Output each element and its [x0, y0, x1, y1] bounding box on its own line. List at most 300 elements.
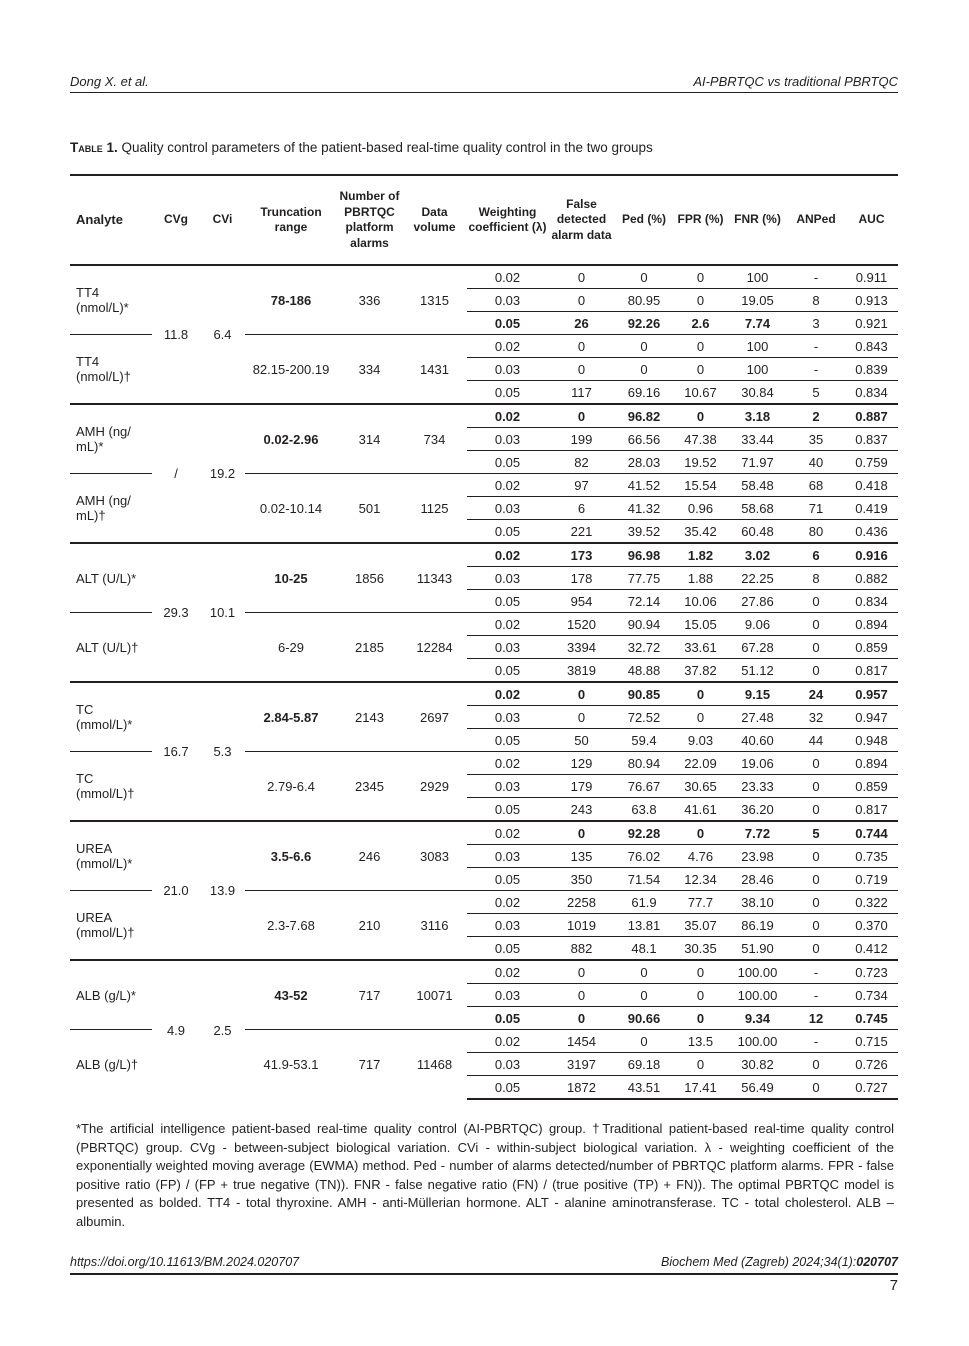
auc-cell: 0.370 — [845, 914, 898, 937]
anped-cell: 0 — [787, 752, 845, 775]
anped-cell: 5 — [787, 381, 845, 405]
fnr-cell: 19.06 — [728, 752, 787, 775]
lambda-cell: 0.02 — [467, 404, 548, 428]
fnr-cell: 56.49 — [728, 1076, 787, 1100]
column-header: AUC — [845, 175, 898, 265]
column-header: Truncation range — [245, 175, 337, 265]
column-header: ANPed — [787, 175, 845, 265]
fnr-cell: 7.74 — [728, 312, 787, 335]
false-alarm-cell: 0 — [548, 358, 615, 381]
anped-cell: - — [787, 335, 845, 358]
fpr-cell: 47.38 — [673, 428, 728, 451]
anped-cell: 0 — [787, 775, 845, 798]
table-caption — [70, 140, 653, 155]
alarms-cell: 246 — [337, 821, 402, 891]
ped-cell: 48.88 — [615, 659, 673, 683]
anped-cell: 0 — [787, 891, 845, 914]
false-alarm-cell: 0 — [548, 1007, 615, 1030]
page-number: 7 — [889, 1277, 898, 1294]
lambda-cell: 0.02 — [467, 543, 548, 567]
truncation-range-cell: 6-29 — [245, 613, 337, 683]
qc-parameters-table — [70, 174, 898, 1100]
fpr-cell: 37.82 — [673, 659, 728, 683]
analyte-cell: ALB (g/L)* — [70, 960, 152, 1030]
table-row — [70, 265, 898, 289]
fpr-cell: 15.05 — [673, 613, 728, 636]
cvg-cell: 29.3 — [152, 543, 200, 682]
data-volume-cell: 12284 — [402, 613, 467, 683]
fnr-cell: 40.60 — [728, 729, 787, 752]
cvi-cell: 6.4 — [200, 265, 245, 404]
column-header: Number of PBRTQC platform alarms — [337, 175, 402, 265]
anped-cell: - — [787, 960, 845, 984]
alarms-cell: 334 — [337, 335, 402, 405]
fnr-cell: 58.48 — [728, 474, 787, 497]
false-alarm-cell: 2258 — [548, 891, 615, 914]
false-alarm-cell: 3394 — [548, 636, 615, 659]
ped-cell: 90.85 — [615, 682, 673, 706]
lambda-cell: 0.03 — [467, 1053, 548, 1076]
anped-cell: 2 — [787, 404, 845, 428]
false-alarm-cell: 350 — [548, 868, 615, 891]
alarms-cell: 2143 — [337, 682, 402, 752]
ped-cell: 66.56 — [615, 428, 673, 451]
lambda-cell: 0.05 — [467, 937, 548, 961]
fnr-cell: 33.44 — [728, 428, 787, 451]
anped-cell: 68 — [787, 474, 845, 497]
anped-cell: 6 — [787, 543, 845, 567]
fnr-cell: 23.33 — [728, 775, 787, 798]
alarms-cell: 2345 — [337, 752, 402, 822]
table-row — [70, 404, 898, 428]
fpr-cell: 41.61 — [673, 798, 728, 822]
fnr-cell: 86.19 — [728, 914, 787, 937]
auc-cell: 0.744 — [845, 821, 898, 845]
fnr-cell: 30.84 — [728, 381, 787, 405]
lambda-cell: 0.02 — [467, 613, 548, 636]
auc-cell: 0.948 — [845, 729, 898, 752]
fnr-cell: 38.10 — [728, 891, 787, 914]
ped-cell: 96.82 — [615, 404, 673, 428]
lambda-cell: 0.03 — [467, 984, 548, 1007]
anped-cell: 0 — [787, 1076, 845, 1100]
ped-cell: 28.03 — [615, 451, 673, 474]
fnr-cell: 3.18 — [728, 404, 787, 428]
fpr-cell: 0 — [673, 682, 728, 706]
lambda-cell: 0.05 — [467, 312, 548, 335]
false-alarm-cell: 50 — [548, 729, 615, 752]
lambda-cell: 0.03 — [467, 289, 548, 312]
fnr-cell: 100.00 — [728, 960, 787, 984]
auc-cell: 0.817 — [845, 798, 898, 822]
false-alarm-cell: 1019 — [548, 914, 615, 937]
lambda-cell: 0.05 — [467, 729, 548, 752]
fnr-cell: 27.48 — [728, 706, 787, 729]
cvg-cell: 16.7 — [152, 682, 200, 821]
auc-cell: 0.322 — [845, 891, 898, 914]
ped-cell: 76.02 — [615, 845, 673, 868]
page-footer — [70, 1255, 898, 1275]
lambda-cell: 0.02 — [467, 265, 548, 289]
false-alarm-cell: 0 — [548, 265, 615, 289]
anped-cell: 44 — [787, 729, 845, 752]
auc-cell: 0.834 — [845, 381, 898, 405]
ped-cell: 90.94 — [615, 613, 673, 636]
fpr-cell: 12.34 — [673, 868, 728, 891]
alarms-cell: 717 — [337, 1030, 402, 1100]
auc-cell: 0.419 — [845, 497, 898, 520]
false-alarm-cell: 82 — [548, 451, 615, 474]
table-label: Table 1. — [70, 140, 118, 155]
fpr-cell: 0 — [673, 1053, 728, 1076]
false-alarm-cell: 178 — [548, 567, 615, 590]
ped-cell: 77.75 — [615, 567, 673, 590]
journal-citation: Biochem Med (Zagreb) 2024;34(1): — [661, 1255, 857, 1269]
fnr-cell: 36.20 — [728, 798, 787, 822]
fpr-cell: 0 — [673, 404, 728, 428]
lambda-cell: 0.02 — [467, 960, 548, 984]
alarms-cell: 1856 — [337, 543, 402, 613]
ped-cell: 48.1 — [615, 937, 673, 961]
doi-link[interactable]: https://doi.org/10.11613/BM.2024.020707 — [70, 1255, 300, 1269]
ped-cell: 41.52 — [615, 474, 673, 497]
auc-cell: 0.843 — [845, 335, 898, 358]
lambda-cell: 0.02 — [467, 821, 548, 845]
anped-cell: - — [787, 1030, 845, 1053]
lambda-cell: 0.03 — [467, 358, 548, 381]
column-header: Weighting coefficient (λ) — [467, 175, 548, 265]
lambda-cell: 0.05 — [467, 868, 548, 891]
auc-cell: 0.759 — [845, 451, 898, 474]
false-alarm-cell: 0 — [548, 821, 615, 845]
alarms-cell: 2185 — [337, 613, 402, 683]
alarms-cell: 336 — [337, 265, 402, 335]
table-title: Quality control parameters of the patient-based real-time quality control in the two groups — [117, 140, 653, 155]
lambda-cell: 0.03 — [467, 706, 548, 729]
auc-cell: 0.957 — [845, 682, 898, 706]
column-header: Ped (%) — [615, 175, 673, 265]
fpr-cell: 22.09 — [673, 752, 728, 775]
fpr-cell: 77.7 — [673, 891, 728, 914]
fpr-cell: 0 — [673, 984, 728, 1007]
fpr-cell: 1.82 — [673, 543, 728, 567]
ped-cell: 92.26 — [615, 312, 673, 335]
ped-cell: 72.14 — [615, 590, 673, 613]
false-alarm-cell: 1872 — [548, 1076, 615, 1100]
lambda-cell: 0.05 — [467, 798, 548, 822]
column-header: False detected alarm data — [548, 175, 615, 265]
false-alarm-cell: 0 — [548, 289, 615, 312]
ped-cell: 0 — [615, 1030, 673, 1053]
analyte-cell: TC (mmol/L)† — [70, 752, 152, 822]
anped-cell: 32 — [787, 706, 845, 729]
ped-cell: 76.67 — [615, 775, 673, 798]
fpr-cell: 0 — [673, 335, 728, 358]
alarms-cell: 501 — [337, 474, 402, 544]
data-volume-cell: 3083 — [402, 821, 467, 891]
anped-cell: 0 — [787, 590, 845, 613]
ped-cell: 80.94 — [615, 752, 673, 775]
data-volume-cell: 11468 — [402, 1030, 467, 1100]
auc-cell: 0.894 — [845, 752, 898, 775]
author-header: Dong X. et al. — [70, 74, 149, 89]
fpr-cell: 0 — [673, 821, 728, 845]
false-alarm-cell: 179 — [548, 775, 615, 798]
lambda-cell: 0.02 — [467, 335, 548, 358]
false-alarm-cell: 0 — [548, 706, 615, 729]
auc-cell: 0.436 — [845, 520, 898, 544]
fpr-cell: 0 — [673, 960, 728, 984]
truncation-range-cell: 82.15-200.19 — [245, 335, 337, 405]
analyte-cell: ALB (g/L)† — [70, 1030, 152, 1100]
fpr-cell: 0 — [673, 358, 728, 381]
fnr-cell: 100.00 — [728, 1030, 787, 1053]
fpr-cell: 0 — [673, 289, 728, 312]
data-volume-cell: 2697 — [402, 682, 467, 752]
table-header-row — [70, 175, 898, 265]
data-volume-cell: 734 — [402, 404, 467, 474]
fnr-cell: 100 — [728, 358, 787, 381]
fpr-cell: 4.76 — [673, 845, 728, 868]
anped-cell: 8 — [787, 289, 845, 312]
data-volume-cell: 1125 — [402, 474, 467, 544]
alarms-cell: 717 — [337, 960, 402, 1030]
anped-cell: 0 — [787, 613, 845, 636]
truncation-range-cell: 10-25 — [245, 543, 337, 613]
false-alarm-cell: 882 — [548, 937, 615, 961]
analyte-cell: AMH (ng/ mL)† — [70, 474, 152, 544]
false-alarm-cell: 3819 — [548, 659, 615, 683]
false-alarm-cell: 1454 — [548, 1030, 615, 1053]
lambda-cell: 0.05 — [467, 590, 548, 613]
ped-cell: 0 — [615, 358, 673, 381]
fnr-cell: 9.34 — [728, 1007, 787, 1030]
auc-cell: 0.834 — [845, 590, 898, 613]
false-alarm-cell: 0 — [548, 404, 615, 428]
ped-cell: 71.54 — [615, 868, 673, 891]
auc-cell: 0.715 — [845, 1030, 898, 1053]
ped-cell: 72.52 — [615, 706, 673, 729]
auc-cell: 0.947 — [845, 706, 898, 729]
anped-cell: 0 — [787, 1053, 845, 1076]
auc-cell: 0.817 — [845, 659, 898, 683]
ped-cell: 69.16 — [615, 381, 673, 405]
false-alarm-cell: 97 — [548, 474, 615, 497]
auc-cell: 0.859 — [845, 775, 898, 798]
lambda-cell: 0.02 — [467, 1030, 548, 1053]
lambda-cell: 0.03 — [467, 775, 548, 798]
fpr-cell: 33.61 — [673, 636, 728, 659]
anped-cell: 0 — [787, 868, 845, 891]
lambda-cell: 0.05 — [467, 1007, 548, 1030]
fnr-cell: 100 — [728, 265, 787, 289]
auc-cell: 0.837 — [845, 428, 898, 451]
fpr-cell: 35.42 — [673, 520, 728, 544]
ped-cell: 69.18 — [615, 1053, 673, 1076]
false-alarm-cell: 135 — [548, 845, 615, 868]
auc-cell: 0.727 — [845, 1076, 898, 1100]
lambda-cell: 0.02 — [467, 891, 548, 914]
fnr-cell: 3.02 — [728, 543, 787, 567]
fpr-cell: 30.65 — [673, 775, 728, 798]
false-alarm-cell: 0 — [548, 984, 615, 1007]
citation — [661, 1255, 898, 1269]
fpr-cell: 2.6 — [673, 312, 728, 335]
false-alarm-cell: 117 — [548, 381, 615, 405]
data-volume-cell: 3116 — [402, 891, 467, 961]
data-volume-cell: 11343 — [402, 543, 467, 613]
false-alarm-cell: 3197 — [548, 1053, 615, 1076]
auc-cell: 0.859 — [845, 636, 898, 659]
fnr-cell: 7.72 — [728, 821, 787, 845]
fpr-cell: 15.54 — [673, 474, 728, 497]
cvg-cell: / — [152, 404, 200, 543]
auc-cell: 0.723 — [845, 960, 898, 984]
ped-cell: 80.95 — [615, 289, 673, 312]
analyte-cell: TT4 (nmol/L)* — [70, 265, 152, 335]
anped-cell: 80 — [787, 520, 845, 544]
lambda-cell: 0.05 — [467, 659, 548, 683]
anped-cell: 0 — [787, 798, 845, 822]
table-row — [70, 682, 898, 706]
fnr-cell: 71.97 — [728, 451, 787, 474]
cvi-cell: 2.5 — [200, 960, 245, 1099]
auc-cell: 0.894 — [845, 613, 898, 636]
truncation-range-cell: 2.79-6.4 — [245, 752, 337, 822]
false-alarm-cell: 6 — [548, 497, 615, 520]
truncation-range-cell: 78-186 — [245, 265, 337, 335]
table-footnote: *The artificial intelligence patient-based real-time quality control (AI-PBRTQC) group. †Traditional patient-based real-time quality control (PBRTQC) group. CVg - between-subject biological variation. CVi - within-subject biological variation. λ - weighting coefficient of the exponentially weighted moving average (EWMA) method. Ped - number of alarms detected/number of PBRTQC platform alarms. FPR - false positive ratio (FP) / (FP + true negative (TN)). FNR - false negative ratio (FN) / (true positive (TP) + FN)). The optimal PBRTQC model is presented as bolded. TT4 - total thyroxine. AMH - anti-Müllerian hormone. ALT - alanine aminotransferase. TC - total cholesterol. ALB – albumin. — [76, 1121, 894, 1229]
fpr-cell: 0 — [673, 265, 728, 289]
auc-cell: 0.418 — [845, 474, 898, 497]
fpr-cell: 17.41 — [673, 1076, 728, 1100]
anped-cell: 71 — [787, 497, 845, 520]
lambda-cell: 0.02 — [467, 682, 548, 706]
ped-cell: 63.8 — [615, 798, 673, 822]
false-alarm-cell: 0 — [548, 335, 615, 358]
anped-cell: 8 — [787, 567, 845, 590]
anped-cell: 40 — [787, 451, 845, 474]
auc-cell: 0.719 — [845, 868, 898, 891]
false-alarm-cell: 243 — [548, 798, 615, 822]
truncation-range-cell: 43-52 — [245, 960, 337, 1030]
column-header: Analyte — [70, 175, 152, 265]
auc-cell: 0.735 — [845, 845, 898, 868]
fnr-cell: 100 — [728, 335, 787, 358]
ped-cell: 59.4 — [615, 729, 673, 752]
cvg-cell: 21.0 — [152, 821, 200, 960]
false-alarm-cell: 954 — [548, 590, 615, 613]
auc-cell: 0.412 — [845, 937, 898, 961]
fnr-cell: 60.48 — [728, 520, 787, 544]
ped-cell: 0 — [615, 984, 673, 1007]
false-alarm-cell: 1520 — [548, 613, 615, 636]
column-header: Data volume — [402, 175, 467, 265]
anped-cell: 12 — [787, 1007, 845, 1030]
anped-cell: 0 — [787, 845, 845, 868]
lambda-cell: 0.03 — [467, 428, 548, 451]
lambda-cell: 0.02 — [467, 474, 548, 497]
data-volume-cell: 1315 — [402, 265, 467, 335]
auc-cell: 0.887 — [845, 404, 898, 428]
auc-cell: 0.913 — [845, 289, 898, 312]
ped-cell: 61.9 — [615, 891, 673, 914]
cvi-cell: 19.2 — [200, 404, 245, 543]
ped-cell: 13.81 — [615, 914, 673, 937]
cvi-cell: 13.9 — [200, 821, 245, 960]
anped-cell: 0 — [787, 937, 845, 961]
fpr-cell: 35.07 — [673, 914, 728, 937]
fnr-cell: 58.68 — [728, 497, 787, 520]
anped-cell: 0 — [787, 636, 845, 659]
anped-cell: - — [787, 358, 845, 381]
auc-cell: 0.745 — [845, 1007, 898, 1030]
anped-cell: 0 — [787, 659, 845, 683]
analyte-cell: UREA (mmol/L)* — [70, 821, 152, 891]
ped-cell: 41.32 — [615, 497, 673, 520]
analyte-cell: ALT (U/L)* — [70, 543, 152, 613]
fnr-cell: 28.46 — [728, 868, 787, 891]
fnr-cell: 23.98 — [728, 845, 787, 868]
anped-cell: 5 — [787, 821, 845, 845]
fpr-cell: 19.52 — [673, 451, 728, 474]
analyte-cell: UREA (mmol/L)† — [70, 891, 152, 961]
auc-cell: 0.882 — [845, 567, 898, 590]
lambda-cell: 0.05 — [467, 451, 548, 474]
false-alarm-cell: 0 — [548, 682, 615, 706]
lambda-cell: 0.03 — [467, 497, 548, 520]
auc-cell: 0.839 — [845, 358, 898, 381]
auc-cell: 0.921 — [845, 312, 898, 335]
false-alarm-cell: 26 — [548, 312, 615, 335]
analyte-cell: AMH (ng/ mL)* — [70, 404, 152, 474]
cvi-cell: 10.1 — [200, 543, 245, 682]
fpr-cell: 1.88 — [673, 567, 728, 590]
truncation-range-cell: 41.9-53.1 — [245, 1030, 337, 1100]
truncation-range-cell: 0.02-2.96 — [245, 404, 337, 474]
column-header: CVi — [200, 175, 245, 265]
analyte-cell: TC (mmol/L)* — [70, 682, 152, 752]
truncation-range-cell: 2.3-7.68 — [245, 891, 337, 961]
anped-cell: - — [787, 984, 845, 1007]
fpr-cell: 13.5 — [673, 1030, 728, 1053]
column-header: FNR (%) — [728, 175, 787, 265]
anped-cell: 24 — [787, 682, 845, 706]
auc-cell: 0.911 — [845, 265, 898, 289]
fpr-cell: 0.96 — [673, 497, 728, 520]
fpr-cell: 10.06 — [673, 590, 728, 613]
fnr-cell: 30.82 — [728, 1053, 787, 1076]
false-alarm-cell: 199 — [548, 428, 615, 451]
cvg-cell: 4.9 — [152, 960, 200, 1099]
ped-cell: 43.51 — [615, 1076, 673, 1100]
cvi-cell: 5.3 — [200, 682, 245, 821]
fnr-cell: 100.00 — [728, 984, 787, 1007]
lambda-cell: 0.03 — [467, 845, 548, 868]
lambda-cell: 0.02 — [467, 752, 548, 775]
fpr-cell: 10.67 — [673, 381, 728, 405]
ped-cell: 0 — [615, 335, 673, 358]
ped-cell: 96.98 — [615, 543, 673, 567]
anped-cell: 35 — [787, 428, 845, 451]
anped-cell: 3 — [787, 312, 845, 335]
fnr-cell: 9.06 — [728, 613, 787, 636]
ped-cell: 0 — [615, 960, 673, 984]
cvg-cell: 11.8 — [152, 265, 200, 404]
truncation-range-cell: 3.5-6.6 — [245, 821, 337, 891]
lambda-cell: 0.03 — [467, 636, 548, 659]
fpr-cell: 9.03 — [673, 729, 728, 752]
